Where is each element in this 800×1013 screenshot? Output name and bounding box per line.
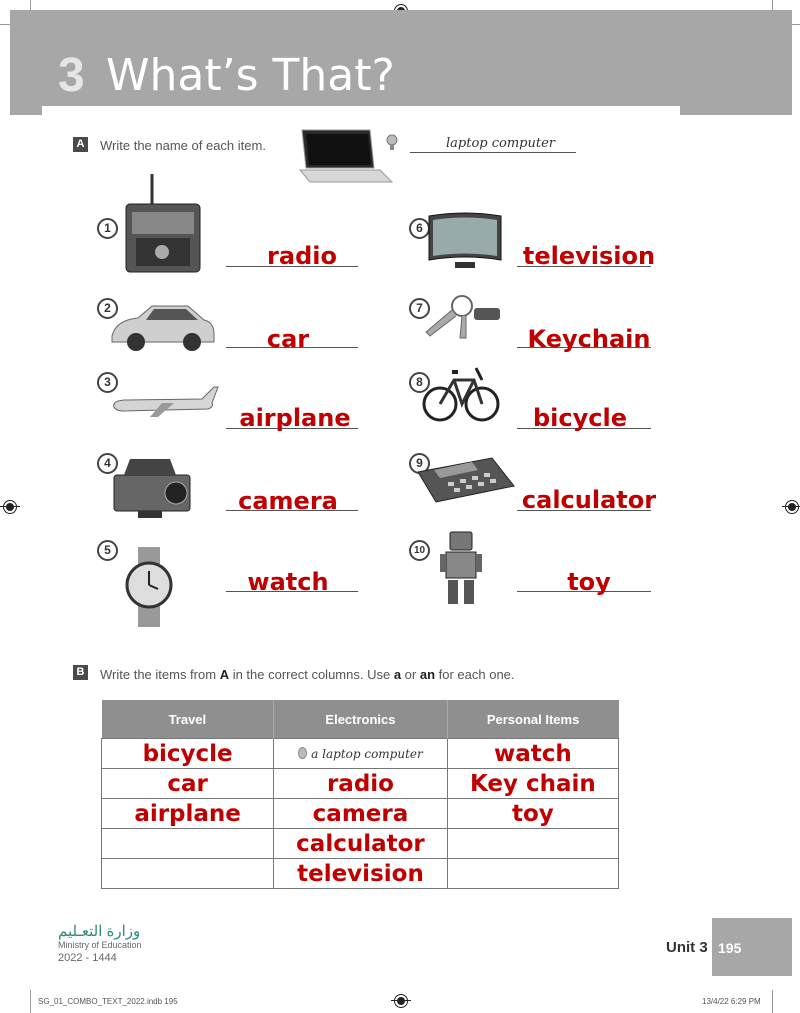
item-number: 10 (409, 540, 430, 561)
column-header-personal-items: Personal Items (447, 700, 618, 739)
table-row (102, 829, 619, 859)
table-cell: watch (447, 739, 618, 769)
table-cell: radio (274, 769, 447, 799)
page-title: What’s That? (106, 50, 395, 101)
answer-text: calculator (521, 486, 657, 514)
item-number: 2 (97, 298, 118, 319)
item-number: 4 (97, 453, 118, 474)
item-number: 3 (97, 372, 118, 393)
page-number: 195 (718, 940, 742, 956)
answer-text: camera (238, 487, 338, 515)
bicycle-icon (422, 356, 500, 428)
answer-text: toy (567, 568, 611, 596)
example-answer: laptop computer (446, 136, 555, 151)
television-icon (425, 210, 505, 272)
answer-text: car (266, 325, 310, 353)
ministry-name: Ministry of Education (58, 940, 142, 950)
file-name: SG_01_COMBO_TEXT_2022.indb 195 (38, 997, 178, 1006)
watch-icon (122, 545, 177, 630)
column-header-electronics: Electronics (274, 700, 447, 739)
item-number: 6 (409, 218, 430, 239)
item-number: 1 (97, 218, 118, 239)
unit-number: 3 (58, 49, 85, 102)
registration-mark-icon (394, 994, 408, 1008)
item-number: 5 (97, 540, 118, 561)
table-row (102, 799, 619, 829)
answer-text: radio (267, 242, 337, 270)
table-cell (447, 859, 618, 889)
section-b-instruction: Write the items from A in the correct columns. Use a or an for each one. (100, 667, 515, 682)
crop-mark (772, 990, 773, 1013)
lightbulb-icon (298, 747, 307, 759)
lightbulb-icon (386, 134, 398, 152)
ministry-year: 2022 - 1444 (58, 952, 117, 964)
table-row (102, 769, 619, 799)
table-cell: calculator (274, 829, 447, 859)
column-header-travel: Travel (102, 700, 274, 739)
answer-text: airplane (239, 404, 351, 432)
airplane-icon (110, 385, 220, 421)
laptop-icon (296, 128, 394, 186)
table-cell (102, 859, 274, 889)
answer-text: Keychain (527, 325, 651, 353)
table-cell: Key chain (447, 769, 618, 799)
section-a-instruction: Write the name of each item. (100, 138, 266, 153)
robot-toy-icon (438, 528, 484, 608)
section-b-badge: B (73, 665, 88, 680)
header-divider (42, 106, 680, 118)
registration-mark-icon (785, 500, 799, 514)
table-cell: camera (274, 799, 447, 829)
table-cell: toy (447, 799, 618, 829)
print-timestamp: 13/4/22 6:29 PM (702, 997, 761, 1006)
table-cell-example (274, 739, 447, 769)
answer-text: television (522, 242, 656, 270)
keychain-icon (420, 294, 502, 340)
item-number: 9 (409, 453, 430, 474)
table-cell: television (274, 859, 447, 889)
table-cell: car (102, 769, 274, 799)
example-answer-line (410, 152, 576, 153)
answer-text: watch (247, 568, 329, 596)
table-cell: bicycle (102, 739, 274, 769)
car-icon (108, 300, 218, 355)
unit-label: Unit 3 (666, 939, 708, 956)
calculator-icon (414, 456, 516, 504)
registration-mark-icon (3, 500, 17, 514)
table-cell (447, 829, 618, 859)
radio-icon (122, 172, 204, 278)
crop-mark (30, 990, 31, 1013)
table-cell (102, 829, 274, 859)
table-cell: airplane (102, 799, 274, 829)
table-row (102, 859, 619, 889)
answer-table (101, 700, 619, 889)
answer-text: bicycle (532, 404, 627, 432)
section-a-badge: A (73, 137, 88, 152)
example-cell-text: a laptop computer (311, 746, 423, 761)
ministry-logo-arabic: وزارة التعـليم (58, 923, 141, 940)
item-number: 7 (409, 298, 430, 319)
camera-icon (110, 455, 195, 520)
item-number: 8 (409, 372, 430, 393)
table-row (102, 739, 619, 769)
